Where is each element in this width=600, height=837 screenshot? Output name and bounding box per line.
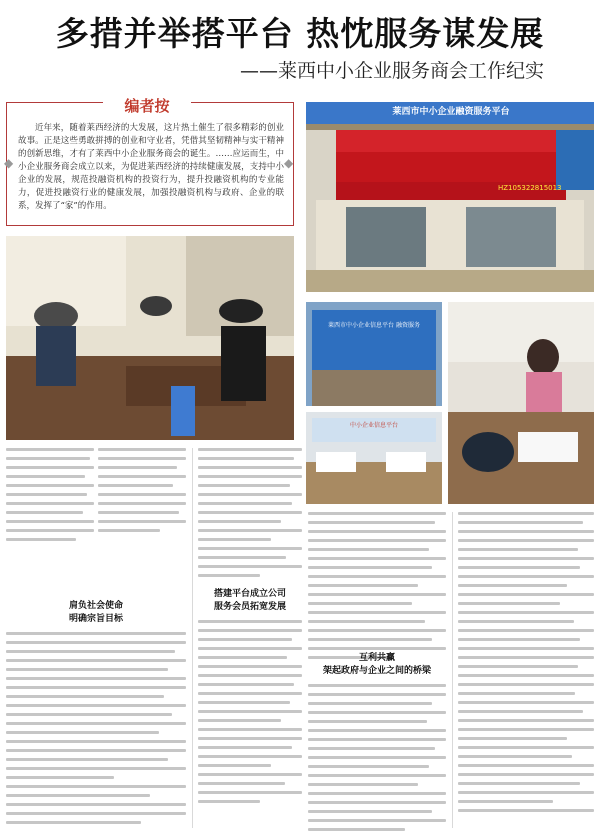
body-column-8 [458, 512, 594, 818]
meeting-photo [6, 236, 294, 440]
storefront-photo [306, 102, 594, 292]
staff-photo [448, 302, 594, 504]
body-column-1 [6, 448, 94, 547]
section-title-right: 互利共赢 架起政府与企业之间的桥梁 [322, 653, 431, 676]
body-column-7 [308, 684, 446, 837]
column-divider-right [452, 512, 453, 828]
column-divider [192, 448, 193, 828]
storefront-sign-text: 莱西市中小企业融资服务平台 [392, 107, 510, 117]
body-column-5 [198, 620, 302, 809]
body-column-6 [308, 512, 446, 665]
storefront-phone-text: HZ105322815013 [498, 184, 562, 192]
editor-note-text: 近年来，随着莱西经济的大发展，这片热土催生了很多精彩的创业故事。正是这些勇敢拼搏的创业和守业者，凭借其坚韧精神与实干精神的创新思维，才有了莱西中小企业服务商会的诞生。……应运而生，中小企业服务商会成立以来，为促进莱西经济的持续健康发展，支持中小企业的发展，规范投融资机构的投资行为，提升投融资机构的专业能力，促进投融资行业的健康发展，加强投融资机构与政府、企业的联系，发挥了“家”的作用。 [18, 123, 284, 211]
editor-note-label: 编者按 [103, 95, 191, 117]
body-column-2 [98, 448, 186, 538]
section-title-middle: 搭建平台成立公司 服务会员拓宽发展 [213, 589, 286, 612]
body-column-4 [198, 448, 302, 583]
headline: 多措并举搭平台 热忱服务谋发展 [55, 14, 545, 53]
subhead: ——莱西中小企业服务商会工作纪实 [239, 60, 544, 82]
quote-mark-left-icon: ◆ [4, 156, 14, 170]
banner-text: 莱西市中小企业信息平台 融资服务 [328, 322, 420, 329]
body-column-3 [6, 632, 186, 830]
banner-photo [306, 302, 442, 406]
quote-mark-right-icon: ◆ [284, 156, 294, 170]
office-banner-text: 中小企业信息平台 [349, 422, 398, 429]
section-title-left: 肩负社会使命 明确宗旨目标 [68, 601, 123, 624]
